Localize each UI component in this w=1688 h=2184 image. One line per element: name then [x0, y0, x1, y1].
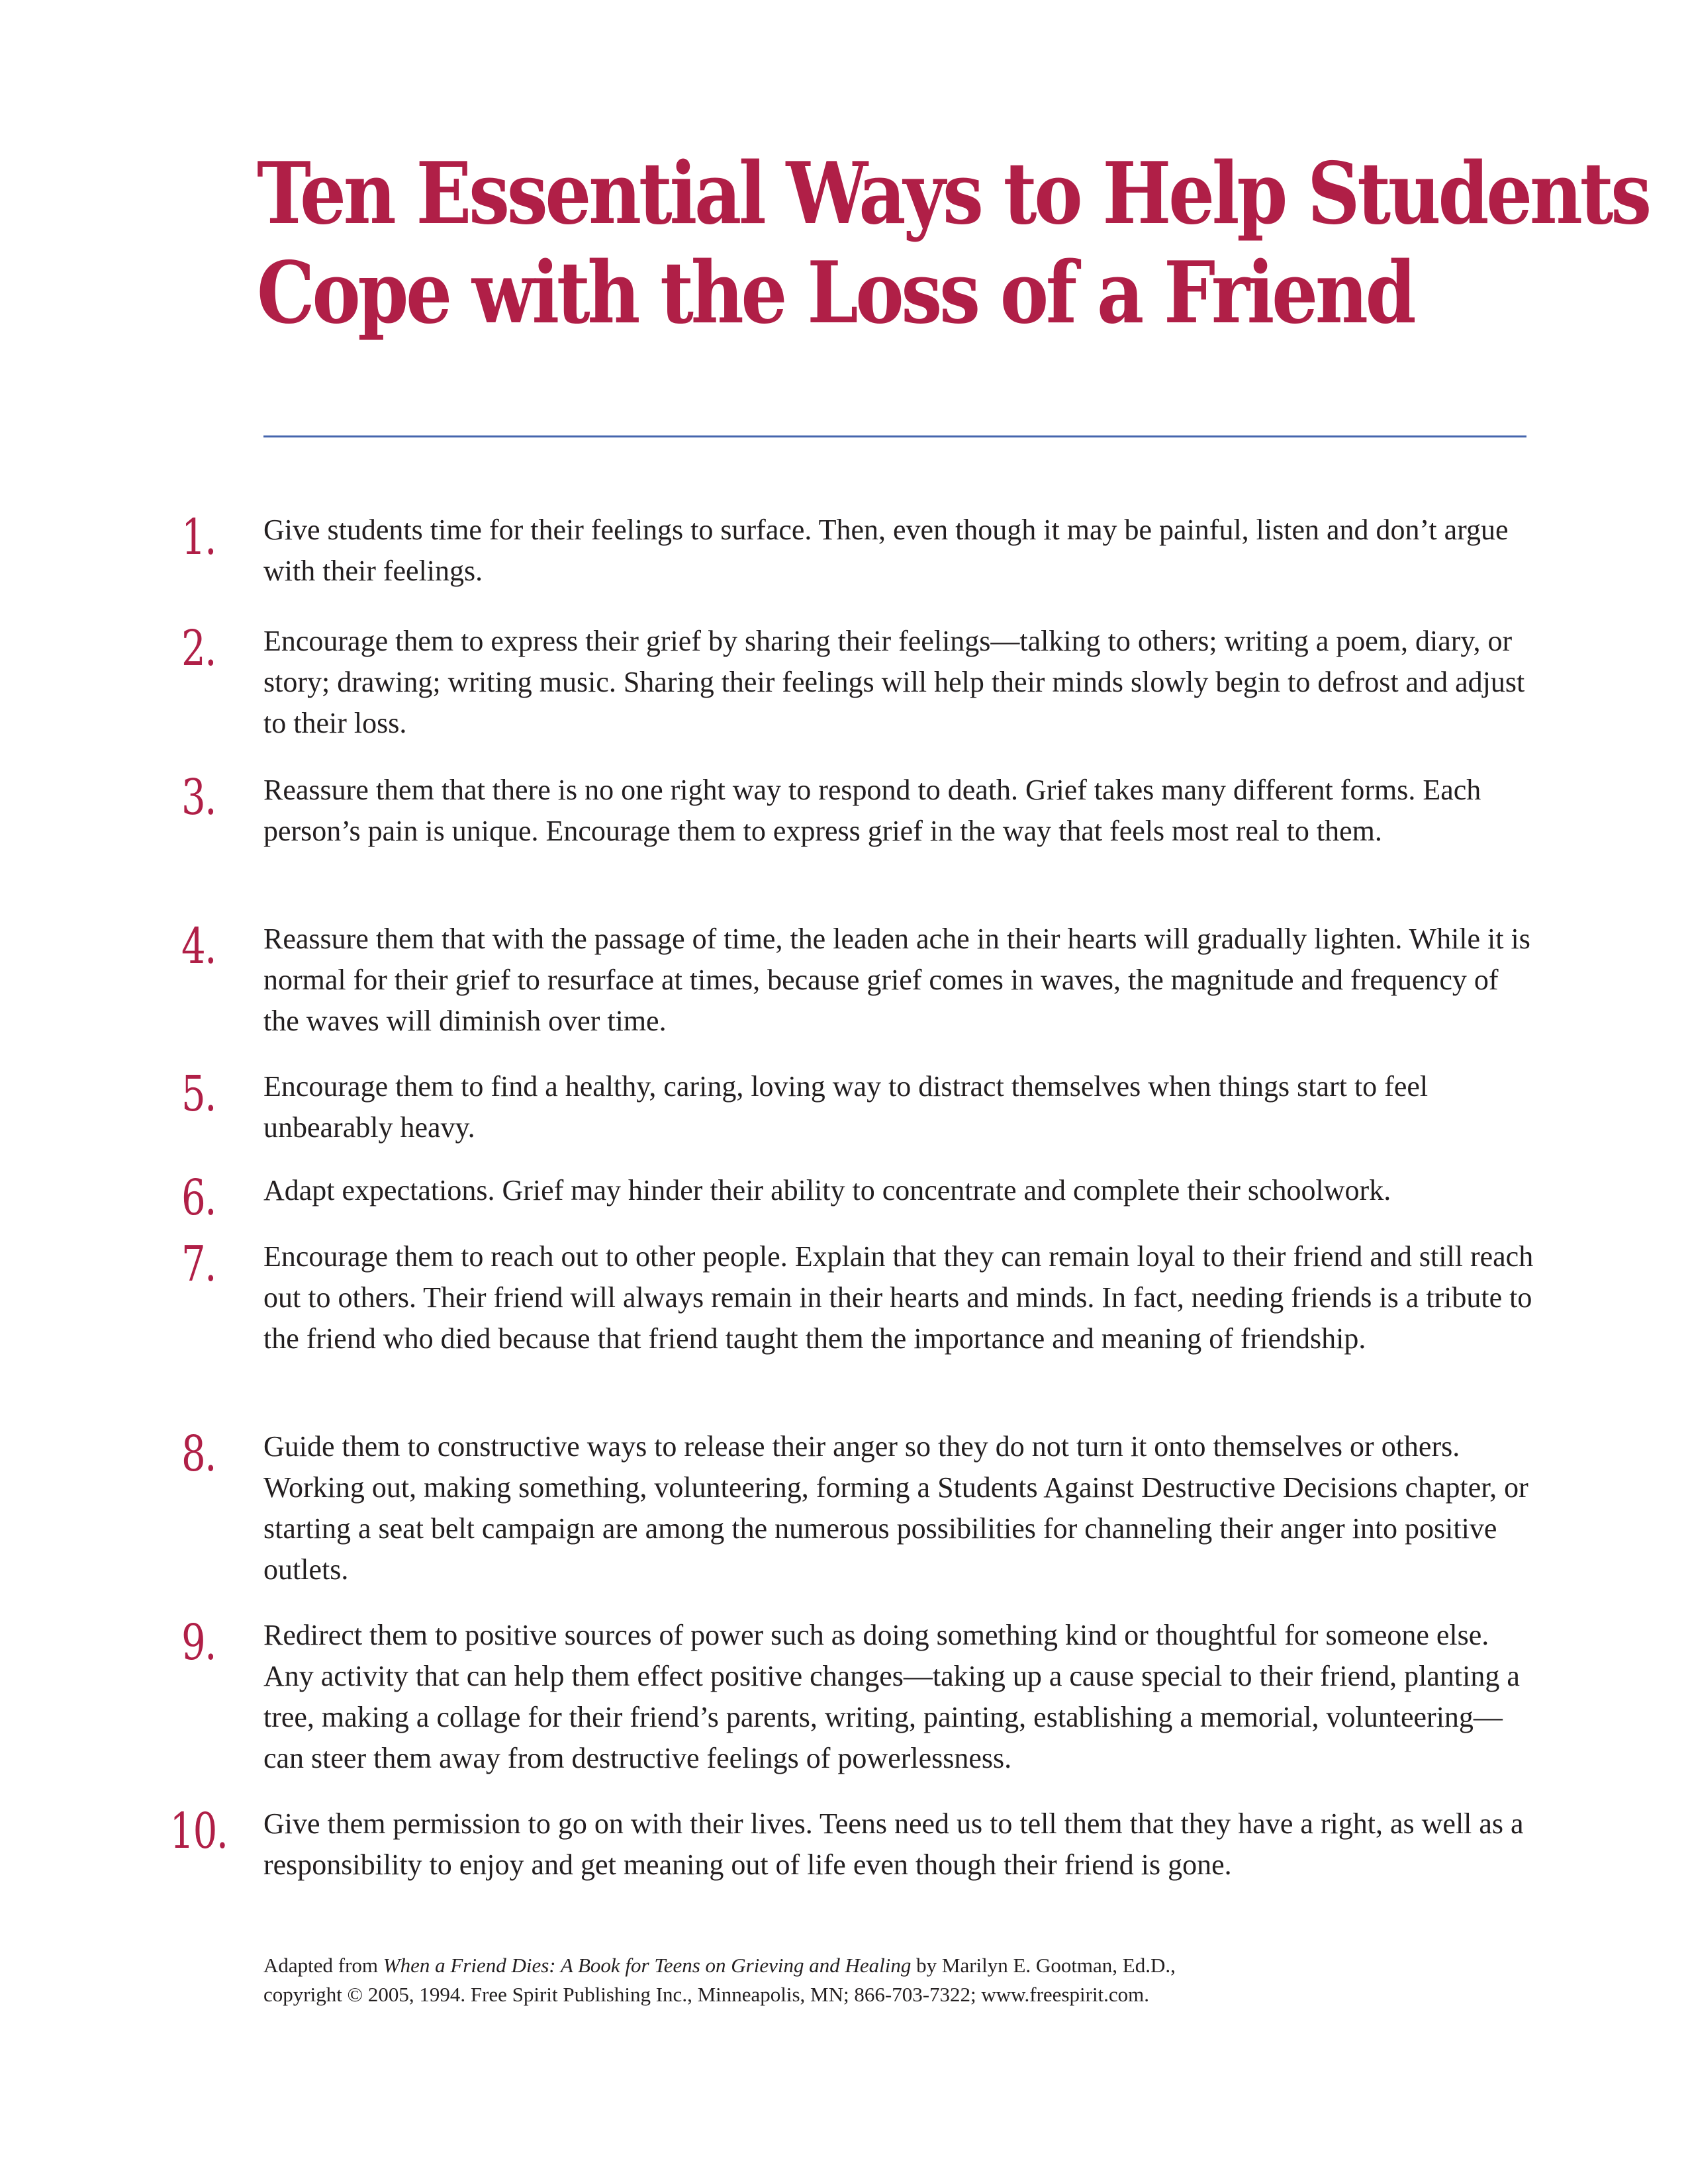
title-line-2: Cope with the Loss of a Friend — [257, 244, 1414, 343]
item-number: 2. — [181, 620, 216, 677]
item-text: Adapt expectations. Grief may hinder their ability to concentrate and complete their schoolwork. — [263, 1174, 1391, 1206]
item-number: 6. — [181, 1169, 216, 1226]
title-divider — [263, 435, 1526, 437]
item-text: Give students time for their feelings to surface. Then, even though it may be painful, listen and don’t argue with their feelings. — [263, 514, 1509, 587]
item-text: Encourage them to reach out to other people. Explain that they can remain loyal to their friend and still reach out to others. Their friend will always remain in their hearts and minds. In fact, needing friends is a tribute to the friend who died because that friend taught them the importance and meaning of friendship. — [263, 1240, 1534, 1355]
credit-copyright: copyright © 2005, 1994. Free Spirit Publishing Inc., Minneapolis, MN; 866-703-7322; www.freespirit.com. — [263, 1983, 1150, 2006]
item-number: 4. — [181, 918, 216, 975]
item-text: Reassure them that with the passage of time, the leaden ache in their hearts will gradually lighten. While it is normal for their grief to resurface at times, because grief comes in waves, the magnitude and frequency of the waves will diminish over time. — [263, 923, 1530, 1037]
item-number: 5. — [181, 1066, 216, 1122]
item-text: Encourage them to find a healthy, caring, loving way to distract themselves when things start to feel unbearably heavy. — [263, 1070, 1429, 1144]
item-text: Guide them to constructive ways to release their anger so they do not turn it onto themselves or others. Working out, making something, volunteering, forming a Students Against Destructive Decisions chapter, or starting a seat belt campaign are among the numerous possibilities for channeling their anger into positive outlets. — [263, 1430, 1528, 1586]
item-number: 1. — [181, 509, 216, 566]
item-text: Give them permission to go on with their lives. Teens need us to tell them that they have a right, as well as a responsibility to enjoy and get meaning out of life even though their friend is gone. — [263, 1807, 1524, 1881]
item-number: 7. — [181, 1236, 216, 1293]
item-number: 8. — [181, 1426, 216, 1482]
item-text: Redirect them to positive sources of power such as doing something kind or thoughtful for someone else. Any activity that can help them effect positive changes—taking up a cause special to their friend, planting a tree, making a collage for their friend’s parents, writing, painting, establishing a memorial, volunteering—can steer them away from destructive feelings of powerlessness. — [263, 1619, 1520, 1774]
source-credit — [263, 1951, 1521, 2009]
credit-book-title: When a Friend Dies: A Book for Teens on Grieving and Healing — [383, 1954, 912, 1977]
item-number: 3. — [181, 769, 216, 826]
credit-prefix: Adapted from — [263, 1954, 383, 1977]
item-text: Reassure them that there is no one right way to respond to death. Grief takes many different forms. Each person’s pain is unique. Encourage them to express grief in the way that feels most real to them. — [263, 774, 1481, 847]
item-text: Encourage them to express their grief by sharing their feelings—talking to others; writing a poem, diary, or story; drawing; writing music. Sharing their feelings will help their minds slowly begin to defrost and adjust to their loss. — [263, 625, 1525, 739]
page-title — [257, 144, 1649, 343]
title-line-1: Ten Essential Ways to Help Students — [257, 144, 1649, 244]
item-number: 10. — [169, 1803, 228, 1860]
credit-suffix: by Marilyn E. Gootman, Ed.D., — [911, 1954, 1176, 1977]
item-number: 9. — [181, 1614, 216, 1671]
